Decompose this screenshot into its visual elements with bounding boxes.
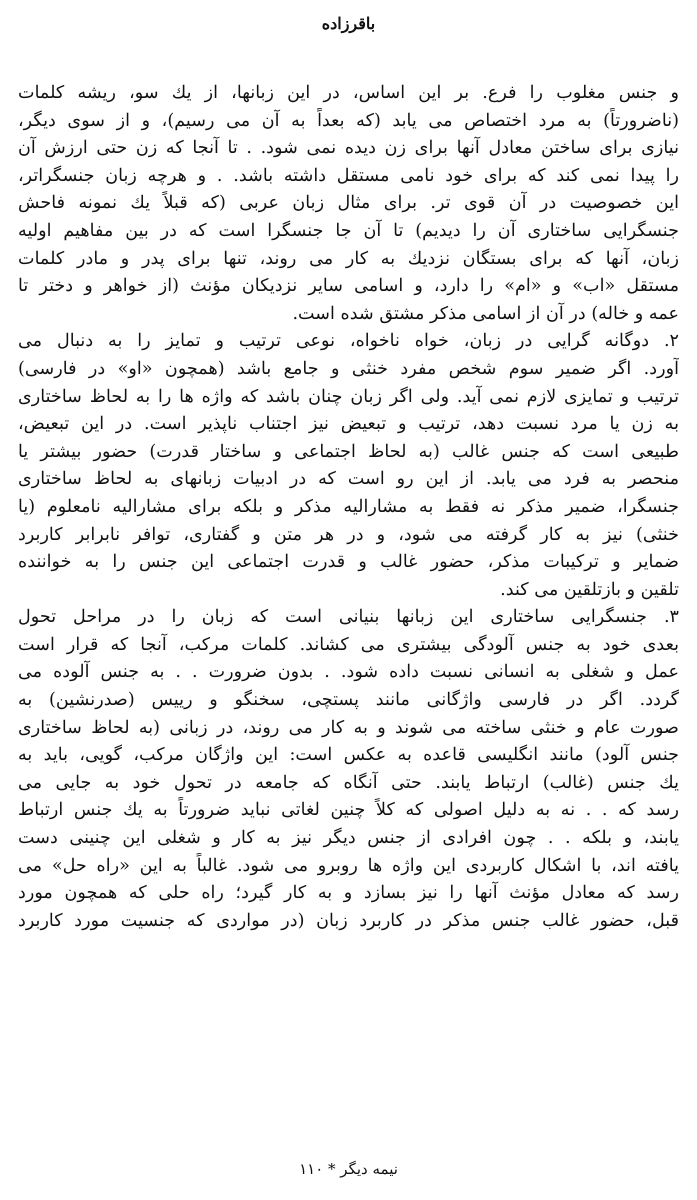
- text-line: نیازی برای ساختن معادل آنها برای زن دیده نمی شود. . تا آنجا که زن حتی ارزش آن: [18, 138, 679, 159]
- text-line: بعدی خود به جنس آلودگی بیشتری می کشاند. کلمات مرکب، آنجا که قرار است: [18, 634, 679, 655]
- running-header: باقرزاده: [321, 14, 376, 33]
- text-line: و جنس مغلوب را فرع. بر این اساس، در این زبانها، از یك سو، ریشه کلمات: [18, 83, 679, 103]
- text-line: به زن یا مرد نسبت دهد، ترتیب و تبعیض نیز اجتناب ناپذیر است. در این تبعیض،: [18, 414, 679, 435]
- text-line: ترتیب و تمایزی لازم نمی آید. ولی اگر زبان چنان باشد که واژه ها را به لحاظ ساختاری: [18, 386, 679, 407]
- text-line: ۲. دوگانه گرایی در زبان، خواه ناخواه، نوعی ترتیب و تمایز را به دنبال می: [18, 331, 679, 352]
- text-line: جنسگرا، ضمیر مذکر نه فقط به مشارالیه مذکر و بلکه برای مشارالیه نامعلوم (یا: [18, 496, 679, 517]
- text-line: را پیدا نمی کند که برای خود نامی مستقل داشته باشد. . و هرچه زبان جنسگراتر،: [18, 165, 679, 186]
- text-line: جنسگرایی ساختاری آن را دیدیم) تا آن جا جنسگرا است که در بین مفاهیم اولیه: [18, 220, 679, 241]
- text-line: طبیعی است که جنس غالب (به لحاظ اجتماعی و ساختار قدرت) حضور بیشتر یا: [18, 441, 679, 462]
- text-line: (ناضرورتاً) به مرد اختصاص می یابد (که بعداً به آن می رسیم)، و از سوی دیگر،: [18, 110, 679, 131]
- text-line: آورد. اگر ضمیر سوم شخص مفرد خنثی و جامع باشد (همچون «او» در فارسی): [18, 358, 679, 379]
- text-line: یافته اند، با اشکال کاربردی این واژه ها روبرو می شود. غالباً به این «راه حل» می: [18, 855, 679, 876]
- text-line: زبان، آنها که برای بستگان نزدیك به کار می روند، تنها برای پدر و مادر کلمات: [18, 248, 679, 269]
- text-line: صورت عام و خنثی ساخته می شوند و به کار می روند، در زبانی (به لحاظ ساختاری: [18, 717, 679, 738]
- text-line: مستقل «اب» و «ام» را دارد، و اسامی سایر نزدیکان مؤنث (از خواهر و دختر تا: [18, 276, 679, 297]
- page-footer: نیمه دیگر * ۱۱۰: [299, 1160, 398, 1178]
- text-line: گردد. اگر در فارسی واژگانی مانند پستچی، سخنگو و رییس (صدرنشین) به: [18, 690, 679, 711]
- text-line: عمل و شغلی به انسانی نسبت داده شود. . بدون ضرورت . . به جنس آلوده می: [18, 662, 679, 683]
- text-line: رسد که . . نه به دلیل اصولی که کلاً چنین لغاتی نباید ضرورتاً به یك جنس ارتباط: [18, 800, 679, 821]
- text-line: عمه و خاله) در آن از اسامی مذکر مشتق شده است.: [292, 303, 679, 324]
- text-line: تلقین و بازتلقین می کند.: [500, 579, 679, 600]
- text-line: یابند، و بلکه . . چون افرادی از جنس دیگر نیز به کار و شغلی این چنینی دست: [18, 828, 679, 849]
- text-line: منحصر به فرد می یابد. از این رو است که در ادبیات زبانهای به لحاظ ساختاری: [18, 469, 679, 490]
- text-line: قبل، حضور غالب جنس مذکر در کاربرد زبان (در مواردی که جنسیت مورد کاربرد: [18, 910, 679, 931]
- text-line: ضمایر و ترکیبات مذکر، حضور غالب و قدرت اجتماعی این جنس را به خواننده: [18, 552, 679, 573]
- text-line: رسد که معادل مؤنث آنها را نیز بسازد و به کار گیرد؛ راه حلی که همچون مورد: [18, 883, 679, 904]
- text-line: جنس آلود) مانند انگلیسی قاعده به عکس است: این واژگان مرکب، گویی، باید به: [18, 745, 679, 766]
- text-line: ۳. جنسگرایی ساختاری این زبانها بنیانی است که زبان را در مراحل تحول: [18, 607, 679, 628]
- text-line: خنثی) نیز به کار گرفته می شود، و در هر متن و گفتاری، توافر نابرابر کاربرد: [18, 524, 679, 545]
- text-line: این خصوصیت در آن قوی تر. برای مثال زبان عربی (که قبلاً یك نمونه فاحش: [18, 193, 679, 214]
- body-text: [18, 80, 679, 935]
- text-line: یك جنس (غالب) ارتباط یابند. حتی آنگاه که جامعه در تحول خود به جایی می: [18, 772, 679, 793]
